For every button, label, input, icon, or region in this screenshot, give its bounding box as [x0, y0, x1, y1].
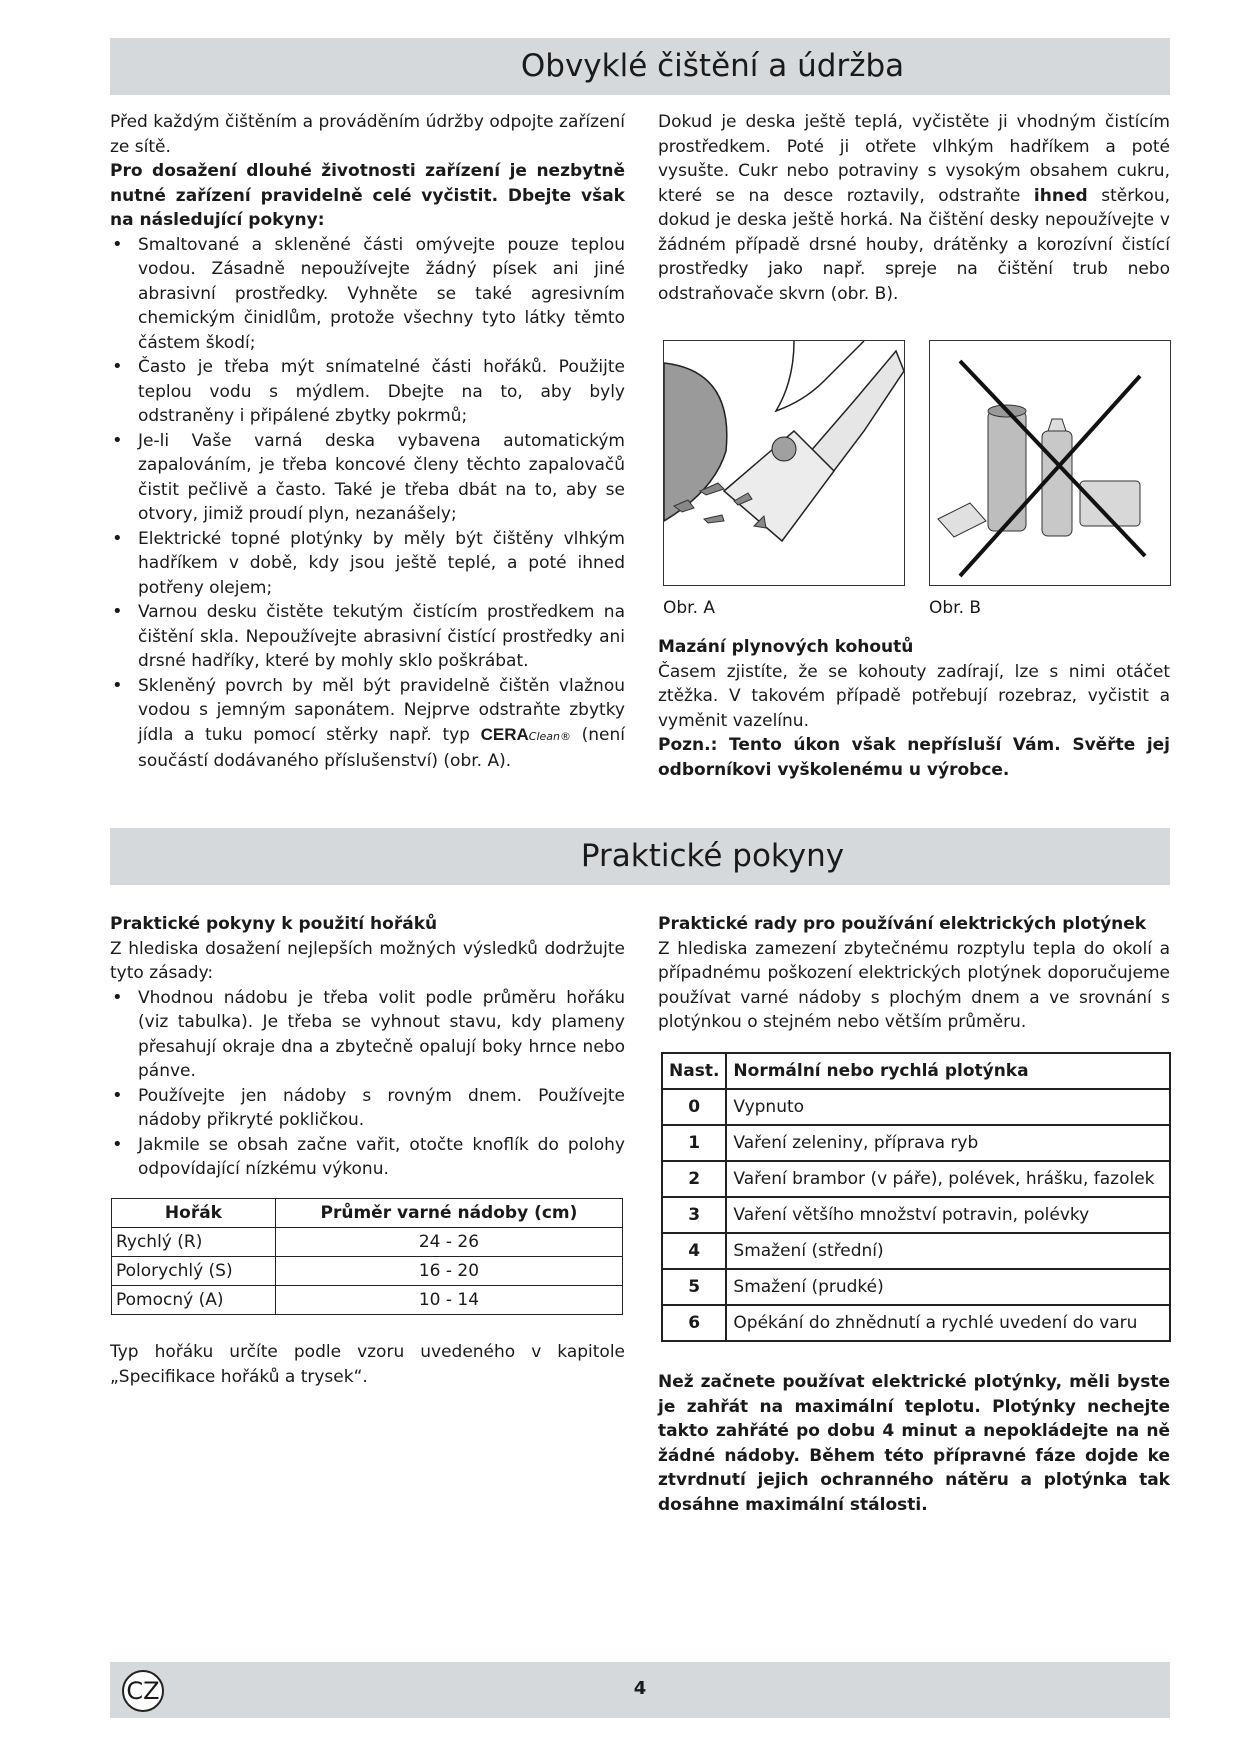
burners-bullets — [110, 986, 625, 1182]
prohibited-cleaners-icon — [930, 341, 1170, 585]
table-row — [662, 1125, 1170, 1161]
gas-taps-note: Pozn.: Tento úkon však nepřísluší Vám. Svěřte jej odborníkovi vyškolenému u výrobce. — [658, 735, 1170, 780]
gas-taps-block — [658, 635, 1170, 782]
table-cell: Smažení (střední) — [726, 1233, 1170, 1269]
list-item: • Je-li Vaše varná deska vybavena automatickým zapalováním, je třeba koncové členy těchto zapalovačů čistit pečlivě a často. Také je třeba dbát na to, aby se otvory, jimiž proudí plyn, nezanášely; — [110, 429, 625, 527]
text-segment: stěrkou, dokud je deska ještě horká. Na čištění desky nepoužívejte v žádném případě drsné houby, drátěnky a korozívní čistící prostředky jako např. spreje na čištění trub nebo odstraňovače skvrn (obr. B). — [658, 185, 1170, 304]
figure-a-scraper-illustration — [663, 340, 905, 586]
table-row — [662, 1197, 1170, 1233]
figure-b-prohibited-cleaners-illustration — [929, 340, 1171, 586]
table-row — [662, 1161, 1170, 1197]
plates-warning-block — [658, 1370, 1170, 1517]
language-badge: CZ — [122, 1670, 164, 1712]
burners-heading: Praktické pokyny k použití hořáků — [110, 914, 438, 934]
gas-taps-heading: Mazání plynových kohoutů — [658, 637, 914, 657]
scraper-icon — [664, 341, 904, 585]
section-title-practical: Praktické pokyny — [580, 838, 845, 874]
table-cell: Vaření brambor (v páře), polévek, hrášku, fazolek — [726, 1161, 1170, 1197]
column-header: Hořák — [112, 1199, 276, 1228]
cera-brand-logo: CERA — [480, 724, 529, 744]
figure-a-caption: Obr. A — [663, 598, 716, 618]
hot-plate-cleaning-text — [658, 110, 1170, 306]
plate-settings-table — [661, 1052, 1171, 1342]
list-item: • Smaltované a skleněné části omývejte pouze teplou vodou. Zásadně nepoužívejte žádný písek ani jiné abrasivní prostředky. Vyhněte se také agresivním chemickým činidlům, protože všechny tyto látky těmto částem škodí; — [110, 233, 625, 356]
table-row — [662, 1269, 1170, 1305]
cleaning-intro: Před každým čištěním a prováděním údržby odpojte zařízení ze sítě. — [110, 112, 625, 157]
burners-intro: Z hlediska dosažení nejlepších možných výsledků dodržujte tyto zásady: — [110, 938, 625, 983]
list-item: • Jakmile se obsah začne vařit, otočte knoflík do polohy odpovídající nízkému výkonu. — [110, 1133, 625, 1182]
cleaning-left-column — [110, 110, 625, 774]
table-cell: 16 - 20 — [275, 1257, 622, 1286]
table-cell: 3 — [662, 1197, 726, 1233]
page-footer — [110, 1662, 1170, 1718]
burner-size-table — [111, 1198, 623, 1315]
list-item: • Elektrické topné plotýnky by měly být čištěny vlhkým hadříkem v době, kdy jsou ještě teplé, a poté ihned potřeny olejem; — [110, 527, 625, 601]
burner-note-block — [110, 1340, 625, 1389]
plates-intro: Z hlediska zamezení zbytečnému rozptylu tepla do okolí a případnému poškození elektrických plotýnek doporučujeme používat varné nádoby s plochým dnem a ve srovnání s plotýnkou o stejném nebo větším průměru. — [658, 938, 1170, 1032]
table-row — [662, 1305, 1170, 1341]
table-row — [662, 1089, 1170, 1125]
table-row — [112, 1257, 623, 1286]
list-item: • Často je třeba mýt snímatelné části hořáků. Použijte teplou vodu s mýdlem. Dbejte na to, aby byly odstraněny i připálené zbytky pokrmů; — [110, 355, 625, 429]
table-cell: Vaření většího množství potravin, polévky — [726, 1197, 1170, 1233]
plates-column — [658, 912, 1170, 1035]
table-cell: Vaření zeleniny, příprava ryb — [726, 1125, 1170, 1161]
emphasis-text: ihned — [1033, 185, 1088, 206]
table-header-row — [662, 1053, 1170, 1089]
table-cell: Vypnuto — [726, 1089, 1170, 1125]
table-cell: 5 — [662, 1269, 726, 1305]
table-row — [662, 1233, 1170, 1269]
page-number: 4 — [633, 1678, 647, 1699]
table-cell: Opékání do zhnědnutí a rychlé uvedení do varu — [726, 1305, 1170, 1341]
bullet-text: (není součástí dodávaného příslušenství) (obr. A). — [138, 724, 625, 771]
table-cell: 2 — [662, 1161, 726, 1197]
list-item: • Vhodnou nádobu je třeba volit podle průměru hořáku (viz tabulka). Je třeba se vyhnout stavu, kdy plameny přesahují okraje dna a zbytečně opalují boky hrnce nebo pánve. — [110, 986, 625, 1084]
cleaning-bullets — [110, 233, 625, 774]
column-header: Průměr varné nádoby (cm) — [275, 1199, 622, 1228]
table-cell: Rychlý (R) — [112, 1228, 276, 1257]
table-cell: 6 — [662, 1305, 726, 1341]
table-cell: 0 — [662, 1089, 726, 1125]
table-cell: 4 — [662, 1233, 726, 1269]
table-cell: 24 - 26 — [275, 1228, 622, 1257]
table-cell: 1 — [662, 1125, 726, 1161]
table-cell: Smažení (prudké) — [726, 1269, 1170, 1305]
section-header-practical — [110, 828, 1170, 885]
cleaning-intro-bold: Pro dosažení dlouhé životnosti zařízení je nezbytně nutné zařízení pravidelně celé vyčistit. Dbejte však na následující pokyny: — [110, 161, 625, 230]
table-row — [112, 1286, 623, 1315]
table-header-row — [112, 1199, 623, 1228]
section-title-cleaning: Obvyklé čištění a údržba — [520, 48, 905, 84]
plates-warning: Než začnete používat elektrické plotýnky, měli byste je zahřát na maximální teplotu. Plotýnky nechejte takto zahřáté po dobu 4 minut a nepokládejte na ně žádné nádoby. Během této přípravné fáze dojde ke ztvrdnutí jejich ochranného nátěru a plotýnka tak dosáhne maximální stálosti. — [658, 1372, 1170, 1515]
cera-brand-suffix: Clean® — [528, 729, 571, 743]
figure-b-caption: Obr. B — [929, 598, 982, 618]
burner-note: Typ hořáku určíte podle vzoru uvedeného v kapitole „Specifikace hořáků a trysek“. — [110, 1342, 625, 1387]
plates-heading: Praktické rady pro používání elektrických plotýnek — [658, 914, 1147, 934]
list-item — [110, 674, 625, 774]
list-item: • Varnou desku čistěte tekutým čistícím prostředkem na čištění skla. Nepoužívejte abrasivní čistící prostředky ani drsné hadříky, které by mohly sklo poškrábat. — [110, 600, 625, 674]
list-item: • Používejte jen nádoby s rovným dnem. Používejte nádoby přikryté pokličkou. — [110, 1084, 625, 1133]
table-cell: Pomocný (A) — [112, 1286, 276, 1315]
text-segment: Dokud je deska ještě teplá, vyčistěte ji vhodným čistícím prostředkem. Poté ji otřete vlhkým hadříkem a poté vysušte. Cukr nebo potraviny s vysokým obsahem cukru, které se na desce roztavily, odstraňte — [658, 112, 1170, 206]
bullet-text: Skleněný povrch by měl být pravidelně čištěn vlažnou vodou s jemným saponátem. Nejprve odstraňte zbytky jídla a tuku pomocí stěrky např. typ — [138, 675, 625, 745]
section-header-cleaning — [110, 38, 1170, 95]
column-header: Normální nebo rychlá plotýnka — [726, 1053, 1170, 1089]
gas-taps-text: Časem zjistíte, že se kohouty zadírají, lze s nimi otáčet ztěžka. V takovém případě potřebují rozebraz, vyčistit a vyměnit vazelínu. — [658, 661, 1170, 731]
column-header: Nast. — [662, 1053, 726, 1089]
burners-column — [110, 912, 625, 1182]
cross-line — [960, 376, 1140, 576]
table-cell: 10 - 14 — [275, 1286, 622, 1315]
table-cell: Polorychlý (S) — [112, 1257, 276, 1286]
cleaning-right-column — [658, 110, 1170, 306]
table-row — [112, 1228, 623, 1257]
